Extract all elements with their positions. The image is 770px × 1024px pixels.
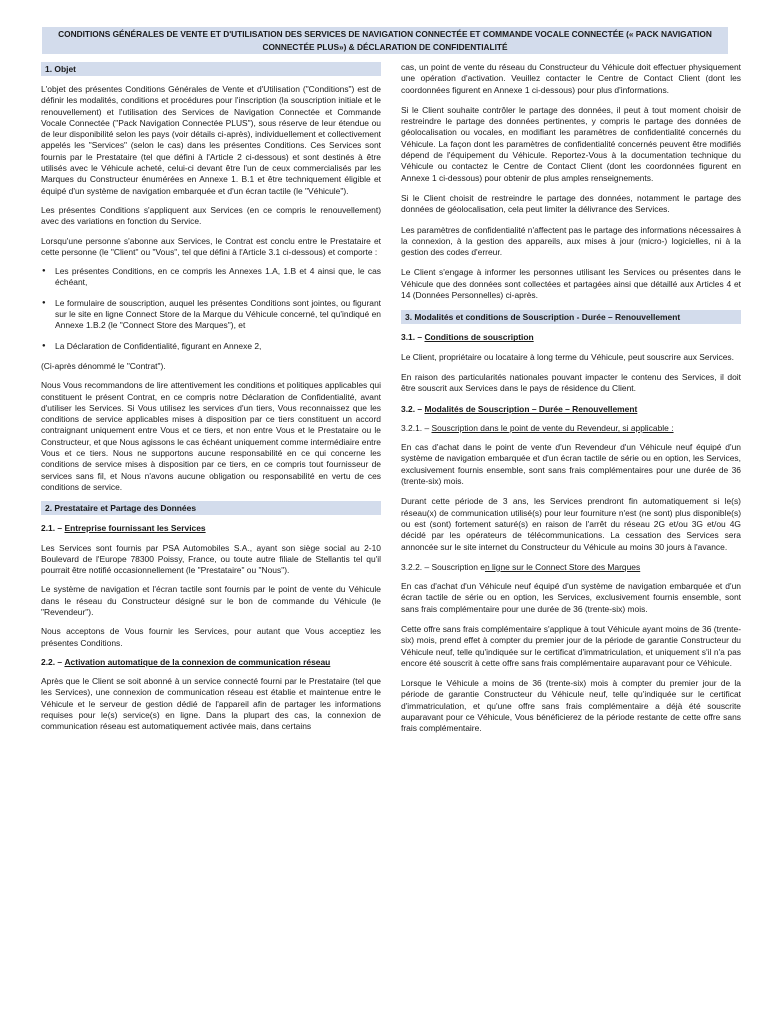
- paragraph: Lorsque le Véhicule a moins de 36 (trente-six) mois à compter du premier jour de la période de garantie Constructeur du Véhicule neuf, telle qu'indiquée sur le certificat d'immatriculation, et qu'une offre sans frais complémentaire a déjà été souscrite auparavant pour ce Véhicule, Vous bénéficierez de la période restante de cette offre sans frais complémentaire.: [401, 678, 741, 734]
- paragraph: Nous acceptons de Vous fournir les Services, pour autant que Vous acceptiez les présentes Conditions.: [41, 626, 381, 648]
- contract-components-list: [41, 266, 381, 352]
- left-column: [41, 60, 381, 741]
- subheading-number: 3.1. –: [401, 332, 425, 343]
- document-title: CONDITIONS GÉNÉRALES DE VENTE ET D'UTILISATION DES SERVICES DE NAVIGATION CONNECTÉE ET COMMANDE VOCALE CONNECTÉE (« PACK NAVIGATION CONNECTÉE PLUS») & DÉCLARATION DE CONFIDENTIALITÉ: [42, 27, 728, 54]
- subheading-3-2: [401, 404, 741, 415]
- subheading-text: n ligne sur le Connect Store des Marques: [484, 561, 641, 572]
- paragraph: Les paramètres de confidentialité n'affectent pas le partage des informations nécessaires à la connexion, à la gestion des appareils, aux mises à jour (micro-) logicielles, ni à la gestion des codes d'erreur.: [401, 224, 741, 258]
- paragraph: Durant cette période de 3 ans, les Services prendront fin automatiquement si le(s) réseau(x) de communication utilisé(s) pour leur fourniture n'est (ne sont) plus disponible(s) ou est (sont) fortement saturé(s) en raison de l'arrêt du réseau 2G et/ou 3G et/ou 4G décidé par les opérateurs de télécommunications. La cessation des Services sera annoncée sur le site internet du Constructeur du Véhicule au moins 30 jours à l'avance.: [401, 496, 741, 552]
- subheading-text: Souscription dans le point de vente du Revendeur, si applicable :: [431, 422, 674, 433]
- paragraph: Après que le Client se soit abonné à un service connecté fourni par le Prestataire (tel que les Services), une connexion de communication réseau est établie et maintenue entre le Véhicule et le serveur de gestion dédié de l'appareil afin de partager les informations requises pour le(s) service(s) en ligne. Dans la plupart des cas, la connexion de communication réseau est automatiquement activée mais, dans certains: [41, 676, 381, 732]
- paragraph: cas, un point de vente du réseau du Constructeur du Véhicule doit effectuer physiquement une opération d'activation. Veuillez contacter le Centre de Contact Client (dont les coordonnées figurent en Annexe 1 ci-dessous) pour plus d'informations.: [401, 62, 741, 95]
- subheading-number: 3.2.1. –: [401, 422, 432, 433]
- paragraph: En cas d'achat d'un Véhicule neuf équipé d'un système de navigation embarquée et d'un écran tactile de série ou en option, les Services, exclusivement fournis ensemble, sont sans frais complémentaire pour une durée de 36 (trente-six) mois.: [401, 581, 741, 614]
- section-heading-souscription: 3. Modalités et conditions de Souscription - Durée – Renouvellement: [401, 310, 741, 324]
- subheading-number: 2.1. –: [41, 523, 65, 534]
- paragraph: Lorsqu'une personne s'abonne aux Services, le Contrat est conclu entre le Prestataire et cette personne (le "Client" ou "Vous", tel que défini à l'Article 3.1 ci-dessous) et comporte :: [41, 235, 381, 257]
- subheading-text: Modalités de Souscription – Durée – Renouvellement: [424, 403, 638, 414]
- subheading-number: 3.2. –: [401, 403, 425, 414]
- subheading-3-2-1: [401, 423, 741, 434]
- list-item: ● La Déclaration de Confidentialité, figurant en Annexe 2,: [41, 341, 381, 352]
- right-column: [401, 62, 741, 744]
- paragraph: (Ci-après dénommé le "Contrat").: [41, 360, 166, 371]
- subheading-text: Entreprise fournissant les Services: [64, 523, 206, 534]
- paragraph: En cas d'achat dans le point de vente d'un Revendeur d'un Véhicule neuf équipé d'un système de navigation embarquée et d'un écran tactile de série ou en option, les Services, exclusivement fournis ensemble, sont sans frais complémentaires pour une durée de 36 (trente-six) mois.: [401, 442, 741, 487]
- paragraph: Le Client s'engage à informer les personnes utilisant les Services ou présentes dans le Véhicule que des données sont collectées et partagées ainsi que détaillé aux Articles 4 et 14 (Données Personnelles) ci-après.: [401, 267, 741, 301]
- paragraph: L'objet des présentes Conditions Générales de Vente et d'Utilisation ("Conditions") est de définir les modalités, conditions et procédures pour l'inscription (la souscription initiale et le renouvellement) et l'utilisation des Services de Navigation Connectée et Commande Vocale Connectée ("Pack Navigation Connectée PLUS"), sous réserve de leur étendue ou de leur disponibilité selon les pays (voir détails ci-après), individuellement et collectivement appelés les "Services" (selon le cas) dans les présentes Conditions. Ces Services sont fournis par le Prestataire (tel que défini à l'Article 2 ci-dessous) et sont destinés à être utilisés avec le Véhicule acheté, celui-ci devant être l'un de ceux commercialisés par les Marques du Constructeur énumérées en Annexe 1. B.1 et être techniquement éligible et équipé d'un système de navigation embarquée et d'un écran tactile (le "Véhicule").: [41, 84, 381, 196]
- paragraph: Si le Client choisit de restreindre le partage des données, notamment le partage des données de géolocalisation, cela peut limiter la délivrance des Services.: [401, 192, 741, 215]
- paragraph: Les Services sont fournis par PSA Automobiles S.A., ayant son siège social au 2-10 Boulevard de l'Europe 78300 Poissy, France, ou toute autre filiale de Stellantis tel qu'il pourrait être notifié occasionnellement (le "Prestataire" ou "Nous").: [41, 542, 381, 576]
- paragraph: Cette offre sans frais complémentaire s'applique à tout Véhicule ayant moins de 36 (trente-six) mois, prend effet à compter du premier jour de la période de garantie Constructeur du Véhicule neuf, telle qu'indiquée sur le certificat d'immatriculation, et uniquement s'il n'a pas encore été souscrit à cette offre sans frais complémentaire auparavant pour ce Véhicule.: [401, 623, 741, 668]
- list-item: ● Le formulaire de souscription, auquel les présentes Conditions sont jointes, ou figurant sur le site en ligne Connect Store de la Marque du Véhicule concerné, tel qu'indiqué en Annexe 1.B.2 (le "Connect Store des Marques"), et: [41, 298, 381, 332]
- subheading-3-1: [401, 332, 741, 343]
- subheading-2-1: [41, 523, 381, 534]
- paragraph: Le Client, propriétaire ou locataire à long terme du Véhicule, peut souscrire aux Services.: [401, 351, 734, 362]
- paragraph: Les présentes Conditions s'appliquent aux Services (en ce compris le renouvellement) avec des variations en fonction du Service.: [41, 204, 381, 227]
- subheading-3-2-2: [401, 562, 741, 573]
- list-item: ● Les présentes Conditions, en ce compris les Annexes 1.A, 1.B et 4 ainsi que, le cas échéant,: [41, 266, 381, 289]
- paragraph: Si le Client souhaite contrôler le partage des données, il peut à tout moment choisir de restreindre le partage des données pertinentes, y compris le partage des données de géolocalisation ou vocales, en modifiant les paramètres de confidentialité concernés du Véhicule. La façon dont les paramètres de confidentialité concernés peuvent être modifiés dépend de l'équipement du Véhicule. Reportez-Vous à la documentation technique du Véhicule ou contactez le Centre de Contact Client (dont les coordonnées figurent en Annexe 1 ci-dessous) pour obtenir de plus amples renseignements.: [401, 104, 741, 183]
- subheading-number: 2.2. –: [41, 656, 65, 667]
- subheading-text: Conditions de souscription: [424, 332, 534, 343]
- section-heading-objet: 1. Objet: [41, 62, 381, 76]
- section-heading-prestataire: 2. Prestataire et Partage des Données: [41, 501, 381, 515]
- subheading-2-2: [41, 657, 381, 668]
- subheading-number: 3.2.2. – Souscription e: [401, 561, 485, 572]
- paragraph: En raison des particularités nationales pouvant impacter le contenu des Services, il doit être souscrit aux Services dans le pays de résidence du Client.: [401, 371, 741, 394]
- subheading-text: Activation automatique de la connexion de communication réseau: [64, 656, 331, 667]
- paragraph: Nous Vous recommandons de lire attentivement les conditions et politiques applicables qui constituent le présent Contrat, en ce compris notre Déclaration de Confidentialité, avant d'utiliser les Services. Si Vous utilisez les services d'un tiers, Vous reconnaissez que les conditions de service applicables mises à disposition par ce tiers constituent un accord contraignant uniquement entre Vous et ce tiers, et non entre Vous et le Prestataire ou le Constructeur, et que Nous agissons le cas échéant uniquement comme intermédiaire entre Vous et ce tiers. Nous ne supportons aucune responsabilité en ce qui concerne les conditions de service mises à disposition par ce tiers, en ce compris tout fournisseur de services sans fil, et Nous n'avons aucune obligation ou responsabilité en vertu de ces conditions de service.: [41, 380, 381, 492]
- paragraph: Le système de navigation et l'écran tactile sont fournis par le point de vente du Véhicule dans le réseau du Constructeur désigné sur le bon de commande du Véhicule (le "Revendeur").: [41, 584, 381, 617]
